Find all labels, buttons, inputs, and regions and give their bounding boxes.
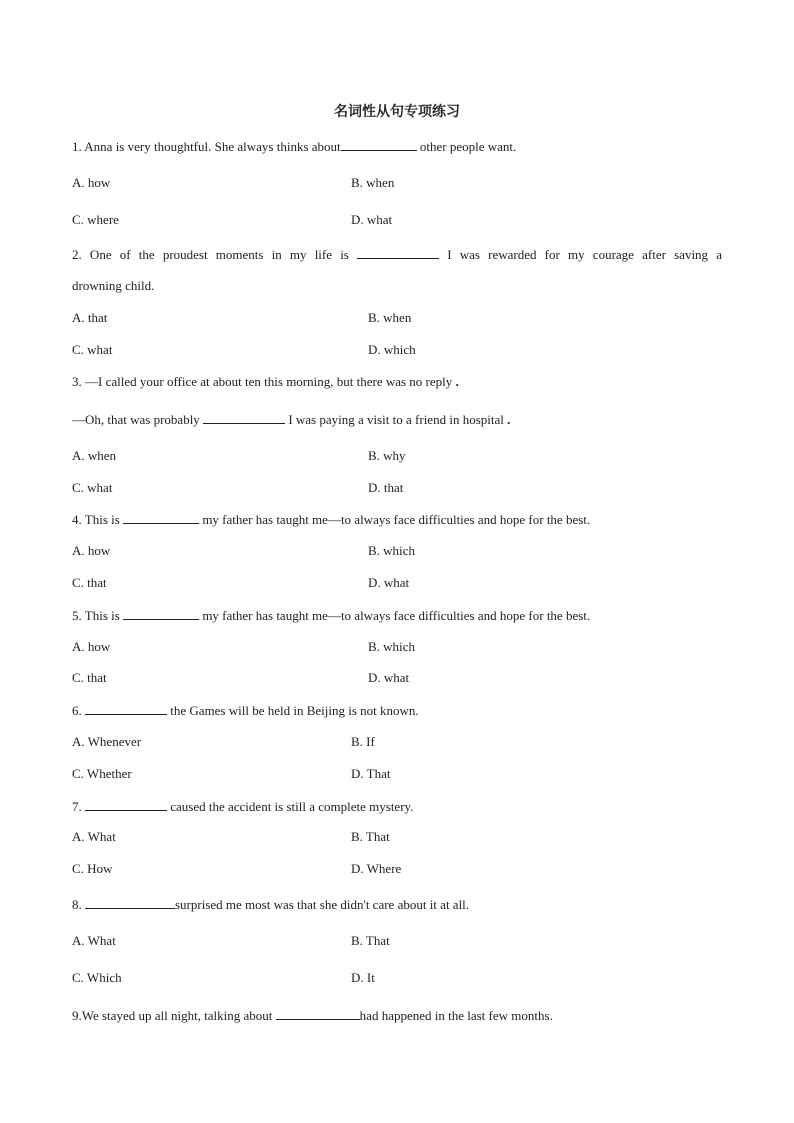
period: . xyxy=(507,412,511,427)
option-a[interactable]: A. Whenever xyxy=(72,734,142,749)
option-b[interactable]: B. which xyxy=(368,639,415,654)
option-a[interactable]: A. how xyxy=(72,543,111,558)
answer-blank[interactable] xyxy=(85,702,167,715)
question-3-line-1 xyxy=(72,374,459,390)
option-c[interactable]: C. How xyxy=(72,861,113,876)
question-2-text-after: I was rewarded for my courage after saving a xyxy=(447,247,723,262)
option-d[interactable]: D. That xyxy=(351,766,391,781)
option-a[interactable]: A. What xyxy=(72,933,116,948)
question-1-text-after: other people want. xyxy=(416,139,517,154)
option-a[interactable]: A. What xyxy=(72,829,116,844)
answer-blank[interactable] xyxy=(85,896,175,909)
option-c[interactable]: C. where xyxy=(72,212,119,227)
option-d[interactable]: D. what xyxy=(368,670,410,685)
answer-blank[interactable] xyxy=(123,607,199,620)
option-d[interactable]: D. what xyxy=(368,575,410,590)
question-3-text-before: —Oh, that was probably xyxy=(72,412,200,427)
option-c[interactable]: C. that xyxy=(72,670,107,685)
question-8 xyxy=(72,896,469,913)
question-5 xyxy=(72,607,590,624)
option-b[interactable]: B. when xyxy=(351,175,395,190)
option-a[interactable]: A. when xyxy=(72,448,117,463)
option-d[interactable]: D. which xyxy=(368,342,416,357)
period: . xyxy=(455,374,459,389)
question-2-continuation: drowning child. xyxy=(72,278,155,293)
option-a[interactable]: A. that xyxy=(72,310,108,325)
question-9-text-before: 9.We stayed up all night, talking about xyxy=(72,1008,273,1023)
option-a[interactable]: A. how xyxy=(72,175,111,190)
option-b[interactable]: B. That xyxy=(351,933,390,948)
question-4 xyxy=(72,511,590,528)
answer-blank[interactable] xyxy=(85,798,167,811)
option-b[interactable]: B. which xyxy=(368,543,415,558)
option-d[interactable]: D. what xyxy=(351,212,393,227)
question-5-text-after: my father has taught me—to always face difficulties and hope for the best. xyxy=(199,608,591,623)
option-c[interactable]: C. what xyxy=(72,342,113,357)
question-3-line-2 xyxy=(72,411,510,428)
question-5-text-before: 5. This is xyxy=(72,608,120,623)
answer-blank[interactable] xyxy=(203,411,285,424)
option-a[interactable]: A. how xyxy=(72,639,111,654)
question-3-text: 3. —I called your office at about ten this morning, but there was no reply xyxy=(72,374,453,389)
question-4-text-after: my father has taught me—to always face difficulties and hope for the best. xyxy=(199,512,591,527)
answer-blank[interactable] xyxy=(123,511,199,524)
answer-blank[interactable] xyxy=(357,246,439,259)
answer-blank[interactable] xyxy=(276,1007,360,1020)
option-b[interactable]: B. If xyxy=(351,734,375,749)
option-d[interactable]: D. Where xyxy=(351,861,402,876)
question-3-text-after: I was paying a visit to a friend in hospital xyxy=(285,412,504,427)
option-b[interactable]: B. That xyxy=(351,829,390,844)
option-d[interactable]: D. that xyxy=(368,480,404,495)
question-7-text-before: 7. xyxy=(72,799,82,814)
page-title: 名词性从句专项练习 xyxy=(334,104,460,120)
question-9-text-after: had happened in the last few months. xyxy=(359,1008,553,1023)
question-9 xyxy=(72,1007,553,1024)
question-8-text-before: 8. xyxy=(72,897,82,912)
question-6-text-after: the Games will be held in Beijing is not known. xyxy=(167,703,419,718)
question-7 xyxy=(72,798,413,815)
question-2-text-before: 2. One of the proudest moments in my life is xyxy=(72,247,349,262)
option-b[interactable]: B. when xyxy=(368,310,412,325)
answer-blank[interactable] xyxy=(341,138,417,151)
question-2 xyxy=(72,246,722,263)
option-b[interactable]: B. why xyxy=(368,448,406,463)
question-7-text-after: caused the accident is still a complete mystery. xyxy=(167,799,414,814)
option-c[interactable]: C. that xyxy=(72,575,107,590)
option-c[interactable]: C. Whether xyxy=(72,766,132,781)
option-d[interactable]: D. It xyxy=(351,970,375,985)
option-c[interactable]: C. what xyxy=(72,480,113,495)
question-4-text-before: 4. This is xyxy=(72,512,120,527)
question-1-text-before: 1. Anna is very thoughtful. She always thinks about xyxy=(72,139,341,154)
question-1 xyxy=(72,138,516,155)
question-6 xyxy=(72,702,419,719)
option-c[interactable]: C. Which xyxy=(72,970,122,985)
question-6-text-before: 6. xyxy=(72,703,82,718)
question-8-text-after: surprised me most was that she didn't care about it at all. xyxy=(175,897,470,912)
